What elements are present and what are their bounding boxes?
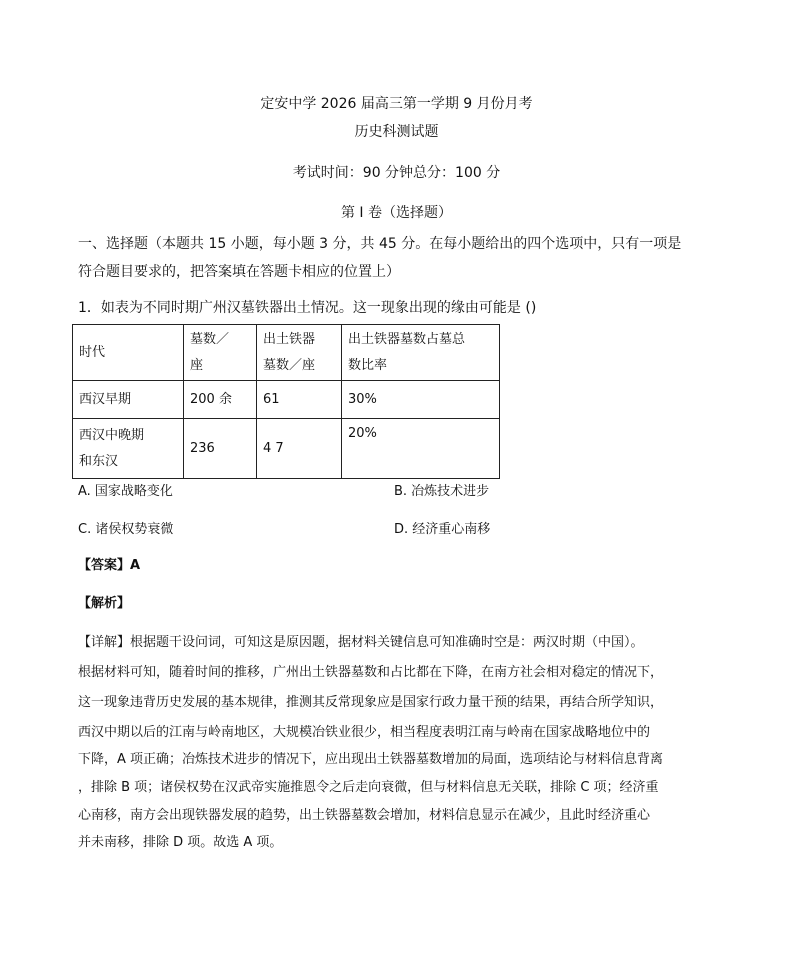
table-cell: 200 余: [184, 381, 257, 419]
table-row: [73, 381, 500, 419]
analysis-line: ，排除 B 项；诸侯权势在汉武帝实施推恩令之后走向衰微，但与材料信息无关联，排除 C 项；经济重: [78, 780, 659, 795]
table-header-cell: 时代: [73, 325, 184, 381]
analysis-line: 心南移，南方会出现铁器发展的趋势，出土铁器墓数会增加，材料信息显示在减少，且此时经济重心: [78, 808, 651, 823]
analysis-line: 这一现象违背历史发展的基本规律，推测其反常现象应是国家行政力量干预的结果，再结合所学知识，: [78, 695, 664, 710]
section-intro-line-1: 一、选择题（本题共 15 小题，每小题 3 分，共 45 分。在每小题给出的四个选项中，只有一项是: [78, 236, 682, 252]
analysis-line: 【详解】根据题干设问词，可知这是原因题，据材料关键信息可知准确时空是：两汉时期（中国）。: [78, 635, 644, 650]
analysis-line: 下降，A 项正确；冶炼技术进步的情况下，应出现出土铁器墓数增加的局面，选项结论与材料信息背离: [78, 752, 664, 767]
table-cell: 20%: [342, 419, 500, 479]
exam-info: 考试时间：90 分钟总分：100 分: [292, 165, 501, 181]
table-header-cell: 出土铁器墓数占墓总 数比率: [342, 325, 500, 381]
answer-label: 【答案】A: [78, 558, 141, 573]
table-header-cell: 墓数／ 座: [184, 325, 257, 381]
option-c[interactable]: C. 诸侯权势衰微: [78, 522, 174, 537]
analysis-line: 西汉中期以后的江南与岭南地区，大规模冶铁业很少，相当程度表明江南与岭南在国家战略地位中的: [78, 725, 651, 740]
analysis-line: 并未南移，排除 D 项。故选 A 项。: [78, 835, 283, 850]
option-a[interactable]: A. 国家战略变化: [78, 484, 173, 499]
table-cell: 30%: [342, 381, 500, 419]
option-b[interactable]: B. 冶炼技术进步: [394, 484, 490, 499]
table-header-cell: 出土铁器 墓数／座: [257, 325, 342, 381]
data-table: [72, 324, 500, 479]
volume-heading: 第 I 卷（选择题）: [340, 205, 453, 221]
subject-title: 历史科测试题: [354, 124, 439, 140]
analysis-line: 根据材料可知，随着时间的推移，广州出土铁器墓数和占比都在下降，在南方社会相对稳定的情况下，: [78, 665, 664, 680]
table-cell: 4 7: [257, 419, 342, 479]
analysis-label: 【解析】: [78, 596, 131, 611]
exam-title: 定安中学 2026 届高三第一学期 9 月份月考: [260, 96, 533, 112]
table-cell: 236: [184, 419, 257, 479]
section-intro-line-2: 符合题目要求的，把答案填在答题卡相应的位置上）: [78, 264, 400, 280]
table-row: [73, 419, 500, 479]
table-cell: 61: [257, 381, 342, 419]
table-cell: 西汉早期: [73, 381, 184, 419]
table-cell: 西汉中晚期 和东汉: [73, 419, 184, 479]
question-stem: 1．如表为不同时期广州汉墓铁器出土情况。这一现象出现的缘由可能是 (): [78, 300, 537, 316]
option-d[interactable]: D. 经济重心南移: [394, 522, 491, 537]
